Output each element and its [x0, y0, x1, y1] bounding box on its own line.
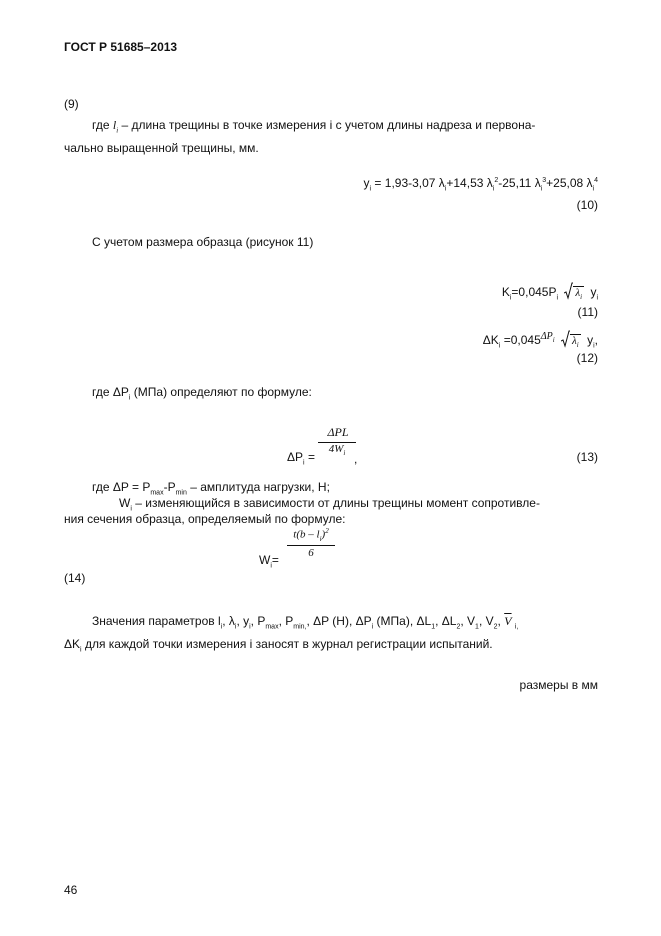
equation-14-lhs: $W_i=$ [259, 553, 279, 570]
equation-13-denominator: $4W_i$ [328, 443, 346, 458]
equation-12: $\Delta K_i =0,045^{\Delta P_i}$ $\lambda_i$ $y_i$, [482, 331, 598, 350]
equation-number-11: (11) [577, 305, 598, 319]
size-note: С учетом размера образца (рисунок 11) [92, 235, 314, 249]
equation-13-lhs: $\Delta P_i$ = [287, 450, 315, 467]
sqrt-lambda-12: $\lambda_i$ [561, 330, 581, 349]
equation-13-tail: , [354, 452, 358, 466]
equation-number-12: (12) [576, 351, 598, 365]
w-definition: $W_i$ – изменяющийся в зависимости от длины трещины момент сопротивле- [119, 496, 540, 513]
equation-11: $K_i=0,045P_i$ $\lambda_i$ $y_i$ [502, 282, 598, 301]
equation-14-denominator: 6 [308, 547, 314, 559]
document-header: ГОСТ Р 51685–2013 [64, 40, 178, 54]
radical-sign [561, 330, 570, 348]
sqrt-lambda: $\lambda_i$ [564, 282, 584, 301]
equation-13-numerator: ΔPL [327, 425, 349, 439]
equation-10: $y_i = 1,93-3,07$ $\lambda_i+14,53$ $\lambda_i^2-25,11$ $\lambda_i^3+25,08$ $\lambda_i^4$ [363, 176, 598, 193]
paragraph-li-definition: где $l_i$ – длина трещины в точке измерения i с учетом длины надреза и первона- [92, 118, 536, 135]
parameters-list: Значения параметров $l_i$, $\lambda_i$, $y_i$, $P_{max}$, $P_{min,}$, ΔP (Н), $\Delta P_i$ (МПа), $\Delta L_1$, $\Delta L_2$, $V_1$, $V_2$, $\overline{V}$ $_{i,}$ [92, 614, 519, 631]
fraction-bar-14 [287, 545, 335, 546]
dp-intro: где $\Delta P_i$ (МПа) определяют по формуле: [92, 385, 312, 402]
w-definition-continuation: ния сечения образца, определяемый по формуле: [64, 512, 346, 526]
paragraph-li-continuation: чально выращенной трещины, мм. [64, 141, 259, 155]
equation-number-14: (14) [64, 571, 86, 585]
equation-number-13: (13) [576, 450, 598, 464]
equation-number-10: (10) [576, 198, 598, 212]
equation-14-numerator: $t(b - l_i)^2$ [293, 527, 329, 543]
equation-number-9: (9) [64, 97, 79, 111]
page-number: 46 [64, 883, 78, 897]
parameters-list-continuation: $\Delta K_i$ для каждой точки измерения i заносят в журнал регистрации испытаний. [64, 637, 493, 654]
sizes-label: размеры в мм [519, 678, 598, 692]
dp-definition: где $\Delta P = P_{max}-P_{min}$ – амплитуда нагрузки, Н; [92, 480, 330, 497]
